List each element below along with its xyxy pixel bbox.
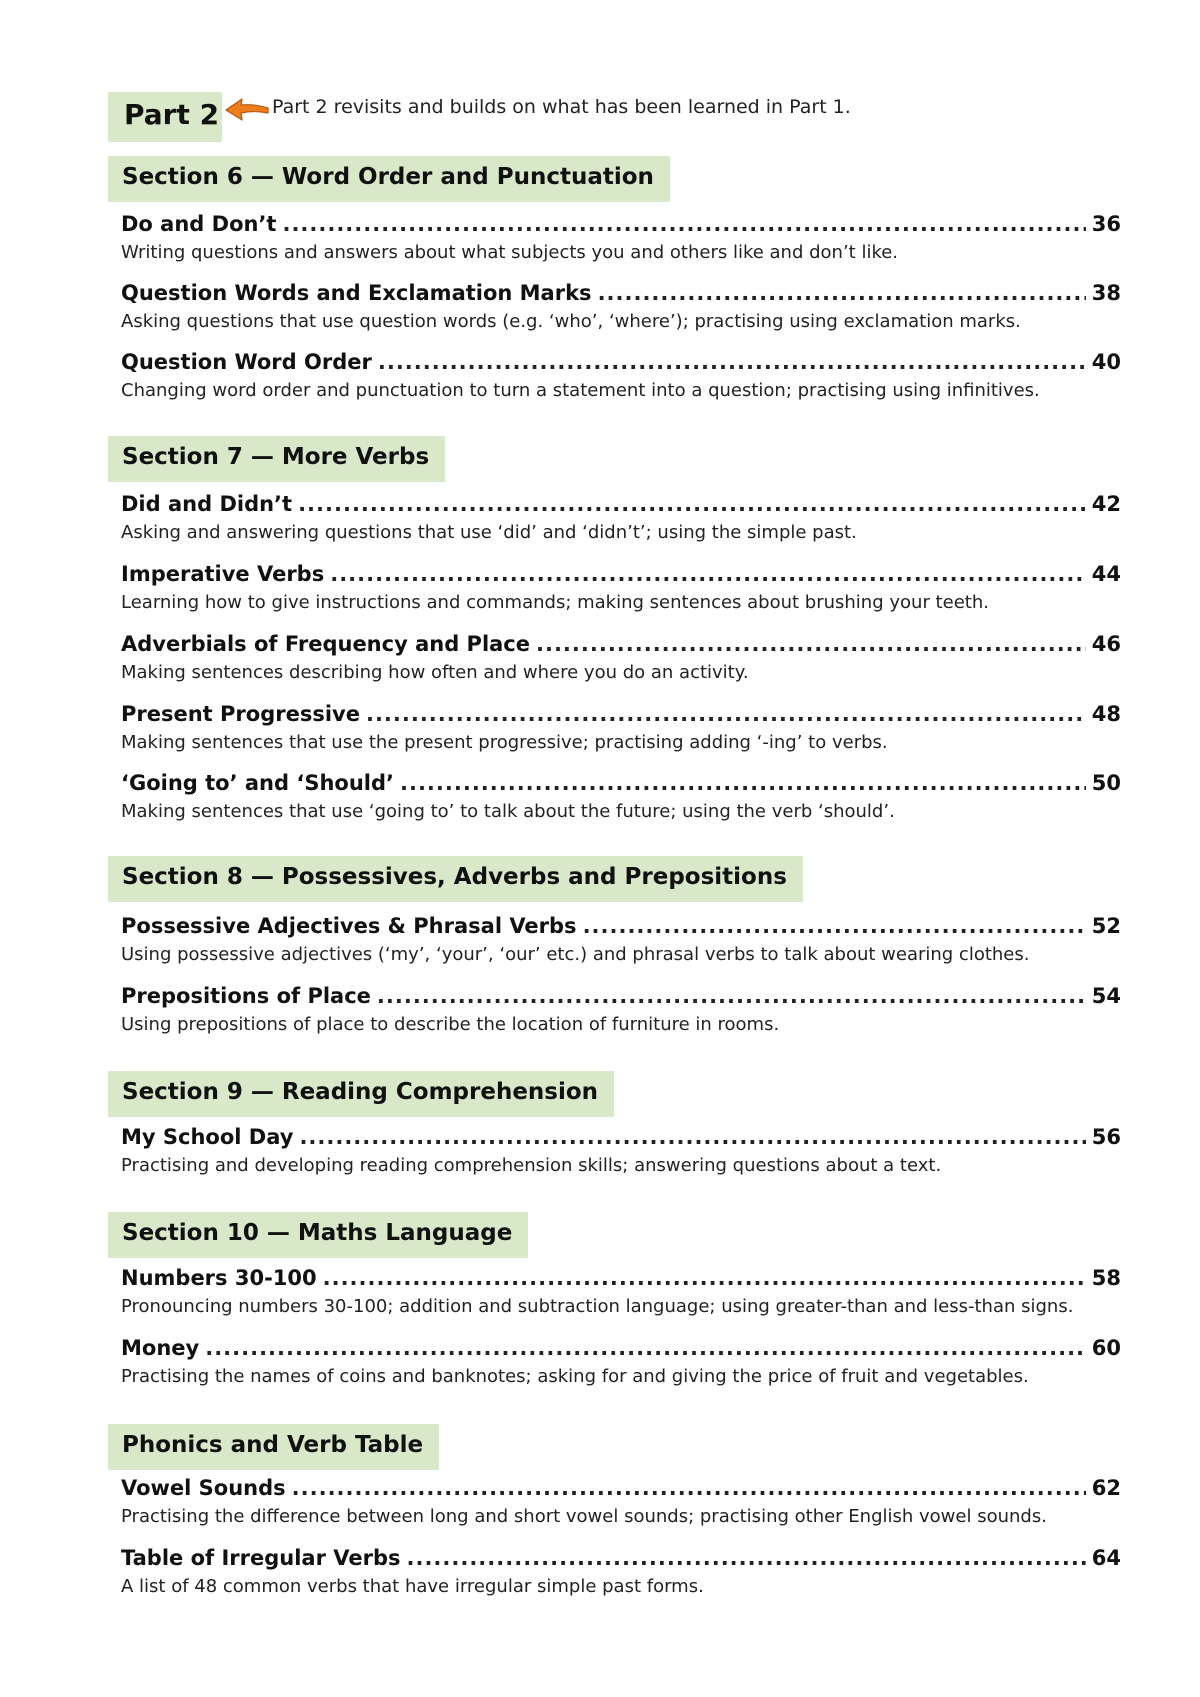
entry-description: Practising the names of coins and banknotes; asking for and giving the price of fruit and vegetables. <box>121 1366 1029 1387</box>
leader-dots <box>330 562 1086 586</box>
page-number[interactable]: 62 <box>1091 1476 1121 1500</box>
leader-dots <box>205 1336 1086 1360</box>
page-number[interactable]: 38 <box>1091 281 1121 305</box>
section-heading: Section 10 — Maths Language <box>108 1212 528 1258</box>
leader-dots <box>400 771 1086 795</box>
entry-title[interactable]: Question Word Order <box>121 350 372 374</box>
leader-dots <box>406 1546 1085 1570</box>
entry-description: Making sentences that use ‘going to’ to talk about the future; using the verb ‘should’. <box>121 801 895 822</box>
entry-title[interactable]: Possessive Adjectives & Phrasal Verbs <box>121 914 577 938</box>
entry-title[interactable]: Money <box>121 1336 200 1360</box>
toc-entry[interactable] <box>121 771 1121 822</box>
leader-dots <box>282 212 1085 236</box>
toc-entry[interactable] <box>121 562 1121 613</box>
entry-title[interactable]: Numbers 30-100 <box>121 1266 317 1290</box>
toc-entry[interactable] <box>121 984 1121 1035</box>
leader-dots <box>299 1125 1085 1149</box>
page-number[interactable]: 52 <box>1091 914 1121 938</box>
leader-dots <box>323 1266 1086 1290</box>
page-number[interactable]: 54 <box>1091 984 1121 1008</box>
leader-dots <box>536 632 1086 656</box>
section-heading: Section 6 — Word Order and Punctuation <box>108 156 670 202</box>
page-number[interactable]: 50 <box>1091 771 1121 795</box>
page-number[interactable]: 36 <box>1091 212 1121 236</box>
toc-entry[interactable] <box>121 702 1121 753</box>
section-heading: Section 8 — Possessives, Adverbs and Prepositions <box>108 856 803 902</box>
entry-description: Practising and developing reading comprehension skills; answering questions about a text. <box>121 1155 942 1176</box>
entry-description: Writing questions and answers about what subjects you and others like and don’t like. <box>121 242 899 263</box>
page-number[interactable]: 42 <box>1091 492 1121 516</box>
entry-title[interactable]: Prepositions of Place <box>121 984 371 1008</box>
page-number[interactable]: 46 <box>1091 632 1121 656</box>
page-number[interactable]: 64 <box>1091 1546 1121 1570</box>
leader-dots <box>598 281 1086 305</box>
arrow-left-icon <box>222 94 272 124</box>
entry-description: Changing word order and punctuation to turn a statement into a question; practising using infinitives. <box>121 380 1040 401</box>
toc-entry[interactable] <box>121 492 1121 543</box>
part-note: Part 2 revisits and builds on what has been learned in Part 1. <box>272 96 851 118</box>
section-heading: Section 7 — More Verbs <box>108 436 445 482</box>
toc-entry[interactable] <box>121 1125 1121 1176</box>
entry-title[interactable]: Imperative Verbs <box>121 562 325 586</box>
toc-entry[interactable] <box>121 212 1121 263</box>
toc-entry[interactable] <box>121 1266 1121 1317</box>
leader-dots <box>583 914 1086 938</box>
page-number[interactable]: 44 <box>1091 562 1121 586</box>
entry-title[interactable]: Do and Don’t <box>121 212 277 236</box>
page-number[interactable]: 48 <box>1091 702 1121 726</box>
part-label: Part 2 <box>108 92 222 142</box>
page-number[interactable]: 60 <box>1091 1336 1121 1360</box>
entry-description: Practising the difference between long and short vowel sounds; practising other English vowel sounds. <box>121 1506 1047 1527</box>
leader-dots <box>377 984 1086 1008</box>
entry-description: A list of 48 common verbs that have irregular simple past forms. <box>121 1576 704 1597</box>
entry-description: Using prepositions of place to describe the location of furniture in rooms. <box>121 1014 780 1035</box>
entry-description: Learning how to give instructions and commands; making sentences about brushing your teeth. <box>121 592 989 613</box>
entry-description: Making sentences that use the present progressive; practising adding ‘-ing’ to verbs. <box>121 732 888 753</box>
toc-entry[interactable] <box>121 281 1121 332</box>
page-number[interactable]: 40 <box>1091 350 1121 374</box>
entry-description: Pronouncing numbers 30-100; addition and subtraction language; using greater-than and less-than signs. <box>121 1296 1074 1317</box>
toc-entry[interactable] <box>121 1476 1121 1527</box>
entry-title[interactable]: Present Progressive <box>121 702 360 726</box>
toc-entry[interactable] <box>121 914 1121 965</box>
entry-title[interactable]: Adverbials of Frequency and Place <box>121 632 530 656</box>
page-number[interactable]: 58 <box>1091 1266 1121 1290</box>
entry-title[interactable]: Question Words and Exclamation Marks <box>121 281 592 305</box>
toc-entry[interactable] <box>121 1336 1121 1387</box>
page-number[interactable]: 56 <box>1091 1125 1121 1149</box>
leader-dots <box>292 1476 1086 1500</box>
toc-entry[interactable] <box>121 1546 1121 1597</box>
leader-dots <box>366 702 1086 726</box>
entry-description: Using possessive adjectives (‘my’, ‘your’, ‘our’ etc.) and phrasal verbs to talk about wearing clothes. <box>121 944 1030 965</box>
section-heading: Phonics and Verb Table <box>108 1424 439 1470</box>
leader-dots <box>298 492 1086 516</box>
entry-title[interactable]: My School Day <box>121 1125 294 1149</box>
toc-entry[interactable] <box>121 632 1121 683</box>
entry-description: Asking questions that use question words (e.g. ‘who’, ‘where’); practising using exclamation marks. <box>121 311 1021 332</box>
entry-description: Asking and answering questions that use ‘did’ and ‘didn’t’; using the simple past. <box>121 522 857 543</box>
toc-entry[interactable] <box>121 350 1121 401</box>
entry-title[interactable]: Table of Irregular Verbs <box>121 1546 401 1570</box>
section-heading: Section 9 — Reading Comprehension <box>108 1071 614 1117</box>
leader-dots <box>378 350 1086 374</box>
entry-description: Making sentences describing how often and where you do an activity. <box>121 662 749 683</box>
entry-title[interactable]: Did and Didn’t <box>121 492 293 516</box>
entry-title[interactable]: Vowel Sounds <box>121 1476 286 1500</box>
entry-title[interactable]: ‘Going to’ and ‘Should’ <box>121 771 394 795</box>
